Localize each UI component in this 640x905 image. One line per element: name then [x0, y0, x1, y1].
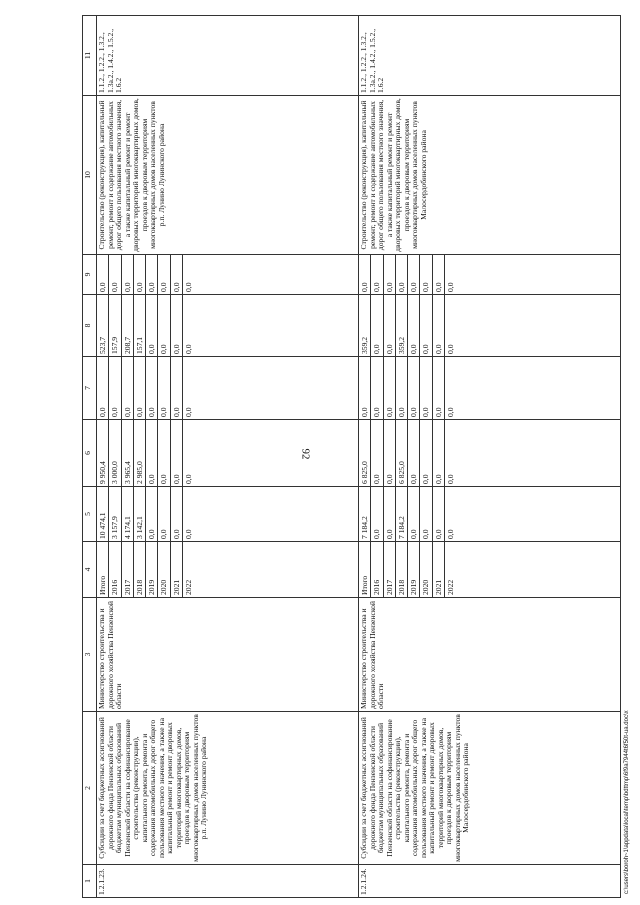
- value-cell: 0,0: [184, 282, 194, 292]
- value-cell: 0,0: [384, 295, 396, 356]
- value-cell: 0,0: [420, 255, 432, 294]
- value-cell: 0,0: [158, 255, 170, 294]
- value-cell: 0,0: [158, 295, 170, 356]
- row-code: 1.2.1.23.: [97, 865, 359, 898]
- value-cell: 7 184,2: [359, 487, 371, 541]
- row-description: Субсидии за счет бюджетных ассигнований дорожного фонда Пензенской области бюджетам муниципальных образований Пензенской области на софинансирование строительства (реконструкции), капитального ремонта, ремонта и содержания автомобильных дорог общего пользования местного значения, а также на капитальный ремонт и ремонт дворовых территорий многоквартирных домов, проездов к дворовым территориям многоквартирных домов населенных пунктов р.п. Лунино Лунинского района: [97, 712, 359, 865]
- year-cell: 2020: [158, 542, 170, 597]
- row-local-funding: [359, 295, 621, 357]
- row-federal-funding: [97, 357, 359, 420]
- value-cell: 0,0: [420, 420, 432, 486]
- value-cell: 0,0: [420, 295, 432, 356]
- value-cell: 0,0: [396, 357, 408, 419]
- header-cell: 4: [83, 542, 97, 598]
- year-cell: Итого: [359, 542, 371, 597]
- value-cell: 0,0: [97, 255, 109, 294]
- row-total-funding: [97, 487, 359, 542]
- year-cell: 2019: [146, 542, 158, 597]
- row-regional-funding: [97, 420, 359, 487]
- value-cell: 9 950,4: [97, 420, 109, 486]
- value-cell: 208,7: [122, 295, 134, 356]
- year-cell: 2020: [420, 542, 432, 597]
- value-cell: 523,7: [97, 295, 109, 356]
- value-cell: 6 825,0: [396, 420, 408, 486]
- value-cell: 0,0: [158, 357, 170, 419]
- row-responsible: Министерство строительства и дорожного хозяйства Пензенской области: [97, 598, 359, 712]
- value-cell: 0,0: [384, 357, 396, 419]
- value-cell: 0,0: [408, 255, 420, 294]
- value-cell: 2 985,0: [134, 420, 146, 486]
- row-expected-result: Строительство (реконструкция), капитальный ремонт, ремонт и содержание автомобильных дорог общего пользования местного значения, а также капитальный ремонт и ремонт дворовых территорий многоквартирных домов, проездов к дворовым территориям многоквартирных домов населенных пунктов р.п. Лунино Лунинского района: [97, 96, 359, 255]
- header-cell: 9: [83, 255, 97, 295]
- value-cell: 0,0: [97, 357, 109, 419]
- value-cell: 0,0: [171, 487, 183, 541]
- row-federal-funding: [359, 357, 621, 420]
- value-cell: 10 474,1: [97, 487, 109, 541]
- value-cell: 0,0: [420, 357, 432, 419]
- value-cell: 0,0: [433, 295, 445, 356]
- row-total-funding: [359, 487, 621, 542]
- value-cell: 0,0: [171, 295, 183, 356]
- footer-file-path: c:\users\boroh~1\appdata\local\temp\bdttmp\6f9a7944t6f50t-ua.doc\x: [624, 710, 630, 894]
- value-cell: 0,0: [158, 420, 170, 486]
- value-cell: 0,0: [433, 487, 445, 541]
- value-cell: 0,0: [371, 487, 383, 541]
- value-cell: 0,0: [371, 295, 383, 356]
- value-cell: 3 142,1: [134, 487, 146, 541]
- row-indicators: 1.1.2., 1.2.2., 1.3.2., 1.3а.2., 1.4.2., 1.5.2., 1.6.2: [359, 16, 621, 96]
- value-cell: 0,0: [122, 357, 134, 419]
- rotated-page-content: [82, 16, 630, 898]
- value-cell: 0,0: [171, 420, 183, 486]
- program-activities-table: [82, 15, 621, 898]
- value-cell: 6 825,0: [359, 420, 371, 486]
- value-cell: 0,0: [171, 357, 183, 419]
- value-cell: 0,0: [146, 295, 158, 356]
- value-cell: 0,0: [171, 255, 183, 294]
- value-cell: 0,0: [134, 255, 146, 294]
- value-cell: 7 184,2: [396, 487, 408, 541]
- value-cell: 0,0: [446, 282, 456, 292]
- value-cell: 359,2: [359, 295, 371, 356]
- table-row: [359, 16, 621, 898]
- year-cell: 2022: [184, 579, 194, 595]
- value-cell: 0,0: [184, 529, 194, 539]
- value-cell: 0,0: [420, 487, 432, 541]
- year-cell: 2021: [433, 542, 445, 597]
- value-cell: 0,0: [433, 357, 445, 419]
- value-cell: 0,0: [371, 420, 383, 486]
- value-cell: 0,0: [109, 357, 121, 419]
- year-cell: 2018: [396, 542, 408, 597]
- row-expected-result: Строительство (реконструкция), капитальный ремонт, ремонт и содержание автомобильных дорог общего пользования местного значения, а также капитальный ремонт и ремонт дворовых территорий многоквартирных домов, проездов к дворовым территориям многоквартирных домов населенных пунктов Малосердобинского района: [359, 96, 621, 255]
- value-cell: 3 965,4: [122, 420, 134, 486]
- header-cell: 1: [83, 865, 97, 898]
- value-cell: 0,0: [446, 407, 456, 417]
- value-cell: 0,0: [184, 474, 194, 484]
- row-years: [97, 542, 359, 598]
- year-cell: 2021: [171, 542, 183, 597]
- value-cell: 0,0: [408, 357, 420, 419]
- value-cell: 0,0: [408, 295, 420, 356]
- value-cell: 0,0: [359, 255, 371, 294]
- row-years: [359, 542, 621, 598]
- value-cell: 0,0: [384, 487, 396, 541]
- value-cell: 0,0: [408, 487, 420, 541]
- header-cell: 7: [83, 357, 97, 420]
- row-indicators: 1.1.2., 1.2.2., 1.3.2., 1.3а.2., 1.4.2., 1.5.2., 1.6.2: [97, 16, 359, 96]
- value-cell: 0,0: [396, 255, 408, 294]
- value-cell: 0,0: [184, 407, 194, 417]
- value-cell: 157,1: [134, 295, 146, 356]
- value-cell: 4 174,1: [122, 487, 134, 541]
- value-cell: 0,0: [146, 357, 158, 419]
- value-cell: 0,0: [359, 357, 371, 419]
- value-cell: 0,0: [184, 344, 194, 354]
- header-row: [83, 16, 97, 898]
- value-cell: 0,0: [371, 255, 383, 294]
- year-cell: 2016: [109, 542, 121, 597]
- value-cell: 0,0: [109, 255, 121, 294]
- page-number: 92: [299, 448, 312, 460]
- header-cell: 5: [83, 487, 97, 542]
- year-cell: 2019: [408, 542, 420, 597]
- row-other-funding: [359, 255, 621, 295]
- value-cell: 0,0: [146, 255, 158, 294]
- year-cell: 2022: [446, 579, 456, 595]
- year-cell: 2017: [122, 542, 134, 597]
- value-cell: 3 000,0: [109, 420, 121, 486]
- header-cell: 3: [83, 598, 97, 712]
- value-cell: 0,0: [433, 255, 445, 294]
- row-local-funding: [97, 295, 359, 357]
- value-cell: 0,0: [122, 255, 134, 294]
- value-cell: 0,0: [146, 420, 158, 486]
- value-cell: 0,0: [384, 420, 396, 486]
- value-cell: 0,0: [134, 357, 146, 419]
- value-cell: 0,0: [433, 420, 445, 486]
- value-cell: 157,9: [109, 295, 121, 356]
- row-code: 1.2.1.24.: [359, 865, 621, 898]
- value-cell: 0,0: [446, 529, 456, 539]
- row-responsible: Министерство строительства и дорожного хозяйства Пензенской области: [359, 598, 621, 712]
- value-cell: 0,0: [146, 487, 158, 541]
- value-cell: 3 157,9: [109, 487, 121, 541]
- year-cell: 2017: [384, 542, 396, 597]
- value-cell: 359,2: [396, 295, 408, 356]
- row-other-funding: [97, 255, 359, 295]
- header-cell: 6: [83, 420, 97, 487]
- year-cell: 2018: [134, 542, 146, 597]
- row-regional-funding: [359, 420, 621, 487]
- value-cell: 0,0: [371, 357, 383, 419]
- year-cell: 2016: [371, 542, 383, 597]
- header-cell: 2: [83, 712, 97, 865]
- value-cell: 0,0: [158, 487, 170, 541]
- year-cell: Итого: [97, 542, 109, 597]
- header-cell: 10: [83, 96, 97, 255]
- table-row: [97, 16, 359, 898]
- value-cell: 0,0: [446, 344, 456, 354]
- value-cell: 0,0: [408, 420, 420, 486]
- value-cell: 0,0: [384, 255, 396, 294]
- row-description: Субсидии за счет бюджетных ассигнований дорожного фонда Пензенской области бюджетам муниципальных образований Пензенской области на софинансирование строительства (реконструкции), капитального ремонта, ремонта и содержания автомобильных дорог общего пользования местного значения, а также на капитальный ремонт и ремонт дворовых территорий многоквартирных домов, проездов к дворовым территориям многоквартирных домов населенных пунктов Малосердобинского района: [359, 712, 621, 865]
- header-cell: 8: [83, 295, 97, 357]
- value-cell: 0,0: [446, 474, 456, 484]
- header-cell: 11: [83, 16, 97, 96]
